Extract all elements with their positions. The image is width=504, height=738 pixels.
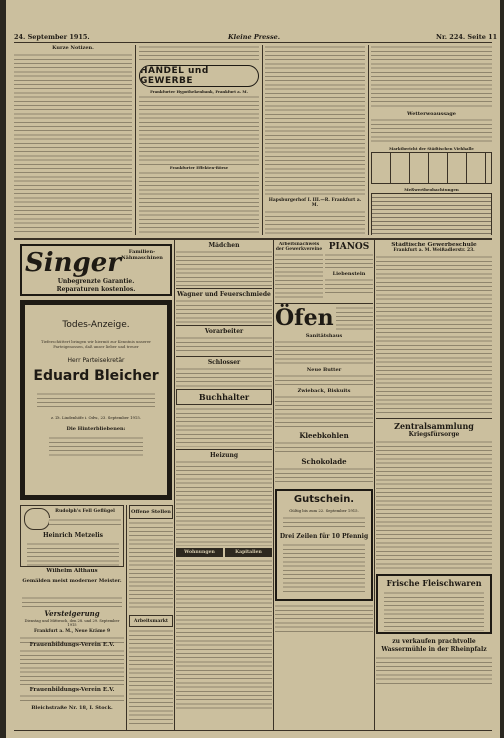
ad-vorarbeiter: Vorarbeiter xyxy=(176,325,272,335)
column-rule xyxy=(135,45,136,235)
arbeitsmarkt: Arbeitsmarkt xyxy=(133,618,169,624)
column-notices xyxy=(265,45,365,235)
frauenbildung-text xyxy=(20,649,124,685)
commerce-sub1: Frankfurter Hypothekenbank, Frankfurt a. M. xyxy=(150,89,248,94)
singer-right3: Reparaturen kostenlos. xyxy=(56,286,136,293)
news-text xyxy=(14,53,132,235)
buchhalter-text xyxy=(176,407,272,447)
oefen-row xyxy=(275,303,373,330)
butter-text xyxy=(275,374,373,386)
weather-text xyxy=(371,118,492,144)
kriegs-title: Kriegsfürsorge xyxy=(408,431,460,438)
market-heading: Marktbericht der Städtischen Viehhalle xyxy=(389,146,474,151)
products-top-row xyxy=(275,242,373,299)
column-right xyxy=(376,242,492,730)
goose-icon xyxy=(24,508,50,530)
obituary-title: Todes-Anzeige. xyxy=(62,320,130,330)
oefen-text xyxy=(336,306,373,330)
madchen-text xyxy=(176,250,272,286)
althaus-tagline: Gemälden meist moderner Meister. xyxy=(22,578,122,584)
schlosser-text xyxy=(176,367,272,387)
althaus-ad xyxy=(20,568,124,596)
commerce-sub2: Frankfurter Effekten-Börse xyxy=(169,165,229,170)
column-rule xyxy=(374,240,375,730)
frauenbildung-title1: Frauenbildungs-Verein E.V. xyxy=(29,642,115,648)
singer-right1: Familien-Nähmaschinen xyxy=(121,249,163,261)
rudolph-person: Heinrich Metzelis xyxy=(42,532,104,539)
section-rule xyxy=(14,238,492,240)
column-rule xyxy=(273,240,274,730)
gutschein-title: Gutschein. xyxy=(293,494,355,505)
handel-banner-text: HANDEL und GEWERBE xyxy=(140,66,209,86)
gewerbeschule-sub: Frankfurt a. M. Weißadlerstr. 23. xyxy=(393,248,475,253)
obituary xyxy=(20,300,172,500)
small-ads-text xyxy=(129,521,173,611)
frische-title: Frische Fleischwaren xyxy=(386,578,482,588)
offene-stellen-box xyxy=(129,505,173,519)
ad-sanitaet: Sanitätshaus xyxy=(305,333,343,339)
gutschein-valid: Gültig bis zum 22. September 1915. xyxy=(289,508,359,513)
gutschein-text-2 xyxy=(283,543,365,593)
table-heading: Meßwertbeobachtungen xyxy=(404,187,459,192)
weather-heading: Wetterwoaussage xyxy=(407,111,456,117)
column-rule xyxy=(368,45,369,235)
column-news xyxy=(14,45,132,235)
versteigerung-date: Dienstag und Mittwoch, den 28. und 29. September 1915 xyxy=(24,619,120,627)
gewerkvereine-text xyxy=(275,253,323,299)
frische-text xyxy=(384,591,484,631)
gutschein-price: Drei Zeilen für 10 Pfennig xyxy=(279,533,369,540)
column-rule xyxy=(174,240,175,730)
bottom-rule xyxy=(14,730,492,731)
althaus-text xyxy=(22,596,122,608)
header-number: Nr. 224. Seite 11 xyxy=(436,33,498,41)
versteigerung-title: Versteigerung xyxy=(44,609,100,618)
column-rule xyxy=(126,505,127,730)
frauenbildung-title2: Frauenbildungs-Verein E.V. xyxy=(29,687,115,693)
versteigerung xyxy=(20,609,124,646)
sanitaet-text xyxy=(275,340,373,364)
notices-text xyxy=(265,45,365,195)
althaus-name: Wilhelm Althaus xyxy=(46,568,98,574)
arbeitsmarkt-text xyxy=(129,629,173,725)
ad-kleebkohlen: Kleebkohlen xyxy=(299,431,349,440)
ad-liebenstein: Liebenstein xyxy=(332,271,366,277)
column-weather xyxy=(371,45,492,235)
heizung-text xyxy=(176,460,272,546)
ad-kapitalien: Kapitalien xyxy=(225,548,272,557)
zwieback-text xyxy=(275,395,373,429)
header-rule xyxy=(14,42,492,43)
singer-ad xyxy=(20,244,172,296)
wohnungen-text xyxy=(176,559,272,709)
weather-text-top xyxy=(371,45,492,109)
column-classifieds xyxy=(176,242,272,730)
frauenbildung-address: Bleichstraße Nr. 18, I. Stock. xyxy=(31,705,113,711)
header-section: Kleine Presse. xyxy=(228,33,281,41)
gewerbeschule-title: Städtische Gewerbeschule xyxy=(391,242,477,248)
wassermuehle-title: zu verkaufen prachtvolle Wassermühle in der Rheinpfalz xyxy=(381,638,487,653)
obituary-text xyxy=(37,392,155,410)
ad-pianos: PIANOS xyxy=(328,242,370,252)
zentral-title: Zentralsammlung xyxy=(376,418,492,431)
rudolph-text xyxy=(49,518,121,528)
gewerbeschule-text xyxy=(376,255,492,415)
ad-wohnungen: Wohnungen xyxy=(176,548,223,557)
column-rule xyxy=(262,45,263,235)
handel-banner xyxy=(139,65,259,87)
ad-oefen: Öfen xyxy=(275,305,334,331)
hotel-line: Hapsburgerhof I. III.—R. Frankfurt a. M. xyxy=(268,198,362,208)
versteigerung-place: Frankfurt a. M., Neue Kräme 9 xyxy=(33,629,111,634)
singer-logo: Singer xyxy=(25,248,121,278)
gutschein-footer xyxy=(275,604,373,634)
wassermuehle-text xyxy=(376,656,492,686)
column-products xyxy=(275,242,373,730)
newspaper-page xyxy=(6,0,500,738)
frauenbildung xyxy=(20,642,124,711)
commerce-text-top xyxy=(139,45,259,63)
obituary-place: z. Zt. Lindenhöfe i. Odw., 23. September 1915. xyxy=(51,414,141,420)
obituary-mourners-text xyxy=(49,436,143,458)
schokolade-text xyxy=(275,467,373,485)
pianos-box xyxy=(325,242,373,299)
commerce-text-mid xyxy=(139,95,259,165)
ad-buchhalter: Buchhalter xyxy=(176,389,272,405)
ad-wagner: Wagner und Feuerschmiede xyxy=(176,288,272,298)
market-table xyxy=(371,152,492,184)
kleebkohlen-text xyxy=(275,441,373,455)
ad-zwieback: Zwieback, Biskuits xyxy=(297,388,351,394)
ad-schokolade: Schokolade xyxy=(301,457,347,466)
column-small-ads xyxy=(129,505,173,730)
commerce-text-bottom xyxy=(139,171,259,235)
obituary-intro: Tieferschüttert bringen wir hiermit zur Kenntnis unserer Parteigenossen, daß unser lieber und treuer xyxy=(41,339,151,349)
frauenbildung-text-2 xyxy=(20,694,124,704)
liebenstein-text xyxy=(325,278,373,294)
news-title: Kurze Notizen. xyxy=(52,45,94,51)
header-date: 24. September 1915. xyxy=(14,33,90,41)
pianos-text xyxy=(325,253,373,269)
wassermuehle-ad xyxy=(376,638,492,686)
column-commerce xyxy=(139,45,259,235)
frische-box xyxy=(376,574,492,634)
rudolph-text-2 xyxy=(27,542,119,566)
obituary-name: Eduard Bleicher xyxy=(33,367,159,384)
rudolph-name: Rudolph's Fell Geflügel xyxy=(55,509,115,514)
arbeitsmarkt-box xyxy=(129,615,173,627)
obituary-role: Herr Parteisekretär xyxy=(67,356,125,364)
ad-gewerkvereine: Arbeitsnachweis der Gewerkvereine xyxy=(275,242,323,252)
wagner-text xyxy=(176,299,272,323)
gewerkvereine-box xyxy=(275,242,323,299)
notices-text-2 xyxy=(265,210,365,235)
gutschein-box xyxy=(275,489,373,601)
ad-neue-butter: Neue Butter xyxy=(306,367,342,373)
singer-right2: Unbegrenzte Garantie. xyxy=(57,278,135,285)
offene-stellen: Offene Stellen xyxy=(131,509,171,515)
gutschein-text xyxy=(283,516,365,530)
kriegs-text xyxy=(376,440,492,570)
ad-schlosser: Schlosser xyxy=(176,356,272,366)
rudolph-ad xyxy=(20,505,124,567)
ad-madchen: Mädchen xyxy=(208,242,240,249)
ad-heizung: Heizung xyxy=(176,449,272,459)
wohnung-row xyxy=(176,548,272,557)
measure-table xyxy=(371,193,492,235)
vorarbeiter-text xyxy=(176,336,272,354)
obituary-mourners: Die Hinterbliebenen: xyxy=(66,425,126,432)
